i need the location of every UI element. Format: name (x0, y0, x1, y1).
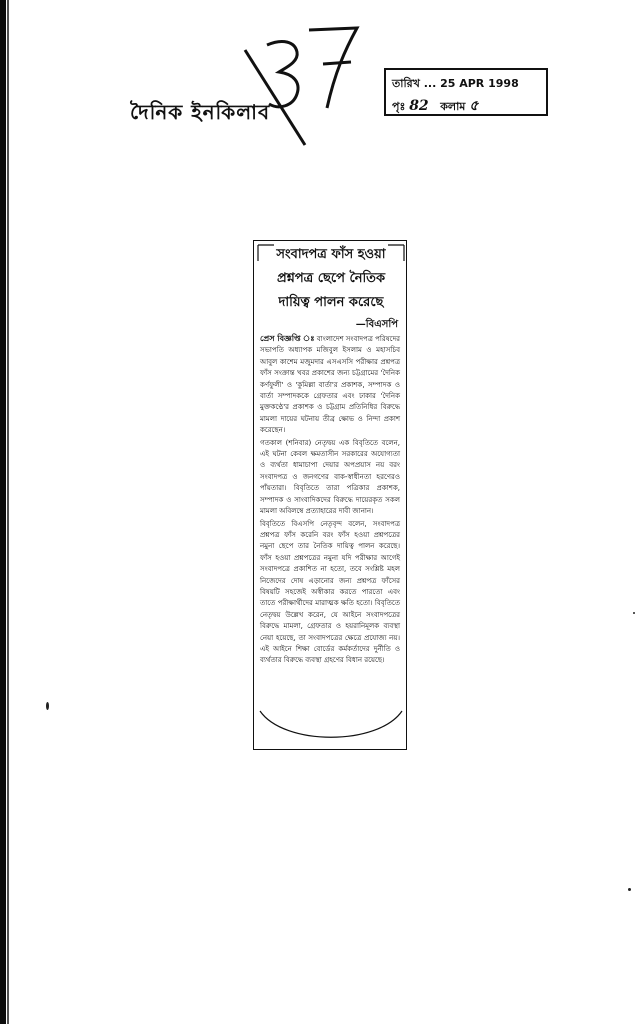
stamp-page-value: 82 (409, 98, 429, 114)
stamp-page-label: পৃঃ (392, 100, 406, 113)
scan-speck (633, 612, 635, 614)
scan-left-edge (0, 0, 6, 1024)
scan-left-edge-shadow (7, 0, 9, 1024)
article-headline (254, 243, 407, 315)
scan-speck (46, 702, 49, 710)
stamp-column-value: ৫ (469, 98, 479, 114)
stamp-date-label: তারিখ (392, 77, 420, 90)
stamp-page-row (392, 94, 478, 118)
stamp-date-value: 25 APR 1998 (440, 77, 519, 90)
article-paragraph-1 (260, 333, 400, 437)
article-paragraph-2: গতকাল (শনিবার) নেতৃদ্বয় এক বিবৃতিতে বলেন, এই ঘটনা কেবল ক্ষমতাসীন সরকারের অযোগ্যতা ও ব্যর্থতা ধামাচাপা দেয়ার অপপ্রয়াস নয় বরং সংবাদপত্র ও জনগণের বাক-স্বাধীনতা হরণেরও পাঁয়তারা। বিবৃতিতে তারা পত্রিকার প্রকাশক, সম্পাদক ও সাংবাদিকদের বিরুদ্ধে দায়েরকৃত সকল মামলা অবিলম্বে প্রত্যাহারের দাবী জানান। (260, 438, 400, 516)
article-byline: —বিএসপি (355, 319, 398, 330)
scan-speck (628, 888, 631, 891)
article-paragraph-3: বিবৃতিতে বিএসপি নেতৃবৃন্দ বলেন, সংবাদপত্র প্রশ্নপত্র ফাঁস করেনি বরং ফাঁস হওয়া প্রশ্নপত্রের নমুনা ছেপে তার নৈতিক দায়িত্ব পালন করেছে। ফাঁস হওয়া প্রশ্নপত্রের নমুনা যদি পরীক্ষার আগেই সংবাদপত্রে প্রকাশিত না হতো, তবে সংশ্লিষ্ট মহল নিজেদের দোষ এড়ানোর জন্য প্রশ্নপত্র ফাঁসের বিষয়টি সহজেই অস্বীকার করতে পারতো এবং তাতে পরীক্ষার্থীদের মারাত্মক ক্ষতি হতো। বিবৃতিতে নেতৃদ্বয় উল্লেখ করেন, যে আইনে সংবাদপত্রের বিরুদ্ধে মামলা, গ্রেফতার ও হয়রানিমূলক ব্যবস্থা নেয়া হয়েছে, তা সংবাদপত্রের ক্ষেত্রে প্রযোজ্য নয়। এই আইনে শিক্ষা বোর্ডের কর্মকর্তাদের দুর্নীতি ও ব্যর্থতার বিরুদ্ধে ব্যবস্থা গ্রহণের বিধান রয়েছে। (260, 519, 400, 665)
newspaper-name: দৈনিক ইনকিলাব (130, 100, 271, 124)
stamp-column-label: কলাম (440, 100, 466, 113)
headline-line-2: প্রশ্নপত্র ছেপে নৈতিক (276, 271, 386, 286)
headline-line-3: দায়িত্ব পালন করেছে (278, 295, 384, 310)
article-body (260, 333, 400, 668)
date-stamp (384, 68, 548, 116)
paragraph-1-text: বাংলাদেশ সংবাদপত্র পরিষদের সভাপতি অধ্যাপক মজিবুল ইসলাম ও মহাসচিব আবুল কাশেম মজুমদার এসএসসি পরীক্ষার প্রশ্নপত্র ফাঁস সংক্রান্ত খবর প্রকাশের জন্য চট্টগ্রামের 'দৈনিক কর্ণফুলী' ও 'কুমিল্লা বার্তা'র প্রকাশক, সম্পাদক ও বার্তা সম্পাদককে গ্রেফতার এবং ঢাকার 'দৈনিক মুক্তকণ্ঠে'র প্রকাশক ও চট্টগ্রাম প্রতিনিধির বিরুদ্ধে মামলা দায়ের ঘটনায় তীব্র ক্ষোভ ও নিন্দা প্রকাশ করেছেন। (260, 335, 400, 435)
headline-line-1: সংবাদপত্র ফাঁস হওয়া (276, 247, 386, 262)
handwritten-number (235, 20, 365, 160)
stamp-date-row: তারিখ ... 25 APR 1998 (392, 77, 519, 90)
news-clipping (253, 240, 407, 750)
article-lead: প্রেস বিজ্ঞপ্তি ঃ (260, 334, 315, 343)
